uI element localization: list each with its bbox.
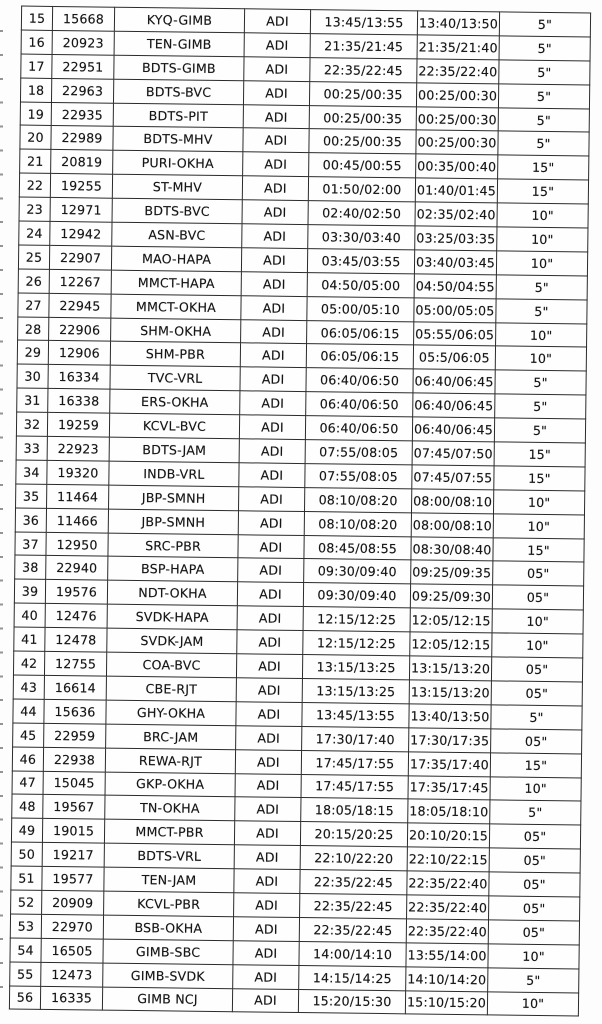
cell-halt-duration: 5" — [495, 370, 586, 395]
cell-time-existing: 12:15/12:25 — [303, 631, 410, 656]
cell-serial-number: 25 — [18, 245, 49, 269]
cell-train-number: 12473 — [41, 962, 103, 987]
cell-station-code: ADI — [240, 343, 306, 368]
cell-serial-number: 17 — [21, 54, 52, 78]
cell-train-number: 12478 — [45, 628, 107, 653]
cell-time-existing: 03:30/03:40 — [308, 225, 415, 250]
cell-train-number: 16505 — [41, 938, 103, 963]
cell-train-number: 22935 — [51, 102, 113, 127]
cell-time-revised: 13:40/13:50 — [409, 704, 491, 729]
cell-time-revised: 05:55/06:05 — [414, 321, 496, 346]
cell-time-revised: 00:25/00:30 — [416, 106, 498, 131]
cell-route: JBP-SMNH — [109, 485, 239, 510]
cell-halt-duration: 05" — [488, 920, 579, 945]
cell-station-code: ADI — [242, 224, 308, 249]
cell-train-number: 19576 — [45, 580, 107, 605]
cell-time-existing: 13:15/13:25 — [302, 655, 409, 680]
cell-train-number: 22923 — [47, 436, 109, 461]
scan-edge-row-line-stubs — [0, 30, 3, 1006]
cell-route: JBP-SMNH — [108, 509, 238, 534]
cell-train-number: 22970 — [41, 914, 103, 939]
cell-time-revised: 08:30/08:40 — [411, 536, 493, 561]
cell-route: TEN-GIMB — [114, 31, 244, 56]
cell-halt-duration: 15" — [498, 155, 589, 180]
cell-time-existing: 13:15/13:25 — [302, 678, 409, 703]
cell-train-number: 19255 — [50, 174, 112, 199]
cell-time-existing: 04:50/05:00 — [307, 272, 414, 297]
cell-time-existing: 06:40/06:50 — [306, 392, 413, 417]
cell-serial-number: 30 — [17, 364, 48, 388]
cell-time-revised: 06:40/06:45 — [413, 393, 495, 418]
cell-halt-duration: 05" — [493, 561, 584, 586]
cell-time-existing: 05:00/05:10 — [307, 296, 414, 321]
cell-route: BDTS-BVC — [113, 79, 243, 104]
cell-halt-duration: 10" — [492, 609, 583, 634]
cell-train-number: 22963 — [51, 78, 113, 103]
cell-route: MAO-HAPA — [111, 246, 241, 271]
cell-serial-number: 47 — [12, 771, 43, 795]
cell-station-code: ADI — [233, 964, 299, 989]
cell-serial-number: 56 — [9, 986, 40, 1010]
cell-halt-duration: 10" — [497, 227, 588, 252]
cell-route: BDTS-VRL — [104, 843, 234, 868]
cell-station-code: ADI — [240, 391, 306, 416]
cell-station-code: ADI — [239, 487, 305, 512]
cell-halt-duration: 05" — [489, 824, 580, 849]
cell-halt-duration: 15" — [494, 466, 585, 491]
cell-train-number: 19320 — [47, 460, 109, 485]
cell-station-code: ADI — [238, 534, 304, 559]
cell-time-existing: 00:25/00:35 — [309, 129, 416, 154]
cell-time-existing: 20:15/20:25 — [300, 822, 407, 847]
cell-station-code: ADI — [235, 797, 301, 822]
cell-serial-number: 34 — [16, 460, 47, 484]
cell-time-existing: 22:35/22:45 — [299, 917, 406, 942]
cell-halt-duration: 10" — [493, 490, 584, 515]
cell-halt-duration: 05" — [489, 848, 580, 873]
cell-time-revised: 22:35/22:40 — [407, 871, 489, 896]
cell-route: CBE-RJT — [106, 676, 236, 701]
cell-serial-number: 37 — [15, 532, 46, 556]
cell-station-code: ADI — [243, 104, 309, 129]
cell-route: SVDK-HAPA — [107, 604, 237, 629]
cell-serial-number: 19 — [20, 102, 51, 126]
cell-serial-number: 54 — [10, 938, 41, 962]
cell-time-revised: 05:00/05:05 — [414, 298, 496, 323]
cell-time-revised: 17:35/17:45 — [408, 775, 490, 800]
cell-serial-number: 44 — [13, 699, 44, 723]
cell-serial-number: 35 — [16, 484, 47, 508]
cell-train-number: 12971 — [50, 198, 112, 223]
cell-route: MMCT-HAPA — [111, 270, 241, 295]
cell-station-code: ADI — [233, 917, 299, 942]
cell-route: KCVL-PBR — [104, 891, 234, 916]
cell-serial-number: 32 — [16, 412, 47, 436]
cell-time-existing: 09:30/09:40 — [304, 559, 411, 584]
cell-time-revised: 09:25/09:35 — [411, 560, 493, 585]
cell-halt-duration: 15" — [497, 179, 588, 204]
cell-halt-duration: 5" — [499, 12, 590, 37]
cell-time-revised: 00:25/00:30 — [416, 83, 498, 108]
cell-train-number: 22945 — [49, 293, 111, 318]
cell-station-code: ADI — [244, 33, 310, 58]
cell-time-existing: 02:40/02:50 — [308, 201, 415, 226]
cell-station-code: ADI — [234, 893, 300, 918]
cell-time-revised: 14:10/14:20 — [406, 966, 488, 991]
cell-route: ASN-BVC — [112, 222, 242, 247]
cell-time-existing: 06:05/06:15 — [307, 320, 414, 345]
cell-time-revised: 07:45/07:55 — [412, 465, 494, 490]
cell-time-revised: 17:35/17:40 — [408, 751, 490, 776]
cell-time-revised: 06:40/06:45 — [412, 417, 494, 442]
cell-serial-number: 50 — [11, 842, 42, 866]
cell-route: KCVL-BVC — [109, 413, 239, 438]
cell-halt-duration: 5" — [490, 800, 581, 825]
cell-time-revised: 08:00/08:10 — [411, 513, 493, 538]
cell-route: BDTS-BVC — [112, 198, 242, 223]
cell-time-existing: 06:40/06:50 — [306, 368, 413, 393]
cell-serial-number: 33 — [16, 436, 47, 460]
cell-station-code: ADI — [239, 439, 305, 464]
cell-halt-duration: 5" — [496, 275, 587, 300]
cell-halt-duration: 05" — [491, 681, 582, 706]
cell-halt-duration: 15" — [494, 442, 585, 467]
cell-station-code: ADI — [236, 678, 302, 703]
cell-train-number: 19577 — [42, 866, 104, 891]
cell-station-code: ADI — [240, 367, 306, 392]
cell-train-number: 19567 — [43, 795, 105, 820]
cell-route: SHM-PBR — [110, 342, 240, 367]
cell-halt-duration: 5" — [498, 131, 589, 156]
cell-station-code: ADI — [234, 821, 300, 846]
cell-time-existing: 17:45/17:55 — [301, 750, 408, 775]
cell-station-code: ADI — [237, 582, 303, 607]
cell-train-number: 19259 — [47, 413, 109, 438]
cell-time-revised: 01:40/01:45 — [415, 178, 497, 203]
cell-station-code: ADI — [239, 463, 305, 488]
cell-station-code: ADI — [241, 319, 307, 344]
cell-serial-number: 48 — [12, 794, 43, 818]
cell-train-number: 20923 — [52, 30, 114, 55]
cell-train-number: 22907 — [49, 245, 111, 270]
cell-halt-duration: 10" — [497, 203, 588, 228]
cell-serial-number: 38 — [15, 556, 46, 580]
cell-station-code: ADI — [235, 749, 301, 774]
cell-train-number: 12906 — [48, 341, 110, 366]
cell-time-revised: 00:35/00:40 — [416, 154, 498, 179]
cell-train-number: 22940 — [46, 556, 108, 581]
cell-halt-duration: 10" — [492, 633, 583, 658]
cell-time-revised: 21:35/21:40 — [417, 35, 499, 60]
cell-time-revised: 09:25/09:30 — [410, 584, 492, 609]
cell-route: SRC-PBR — [108, 533, 238, 558]
cell-train-number: 19015 — [42, 819, 104, 844]
cell-train-number: 22938 — [43, 747, 105, 772]
cell-time-existing: 08:10/08:20 — [304, 511, 411, 536]
cell-time-existing: 15:20/15:30 — [298, 989, 405, 1014]
cell-time-existing: 07:55/08:05 — [305, 440, 412, 465]
cell-time-existing: 06:05/06:15 — [306, 344, 413, 369]
cell-serial-number: 51 — [11, 866, 42, 890]
cell-route: BRC-JAM — [106, 724, 236, 749]
cell-halt-duration: 5" — [499, 60, 590, 85]
cell-halt-duration: 10" — [495, 346, 586, 371]
cell-halt-duration: 5" — [498, 107, 589, 132]
cell-serial-number: 24 — [19, 221, 50, 245]
cell-halt-duration: 10" — [493, 514, 584, 539]
cell-serial-number: 46 — [12, 747, 43, 771]
cell-serial-number: 40 — [14, 603, 45, 627]
cell-route: BDTS-MHV — [113, 127, 243, 152]
cell-halt-duration: 10" — [496, 251, 587, 276]
cell-time-revised: 02:35/02:40 — [415, 202, 497, 227]
cell-time-revised: 00:25/00:30 — [416, 130, 498, 155]
cell-train-number: 11464 — [47, 484, 109, 509]
cell-station-code: ADI — [243, 128, 309, 153]
cell-route: GHY-OKHA — [106, 700, 236, 725]
cell-time-existing: 00:25/00:35 — [309, 81, 416, 106]
cell-time-revised: 17:30/17:35 — [409, 728, 491, 753]
cell-route: BDTS-PIT — [113, 103, 243, 128]
cell-serial-number: 27 — [18, 293, 49, 317]
cell-time-existing: 07:55/08:05 — [305, 463, 412, 488]
cell-serial-number: 31 — [17, 388, 48, 412]
cell-train-number: 16335 — [40, 986, 102, 1011]
cell-station-code: ADI — [236, 725, 302, 750]
cell-time-existing: 03:45/03:55 — [307, 248, 414, 273]
cell-station-code: ADI — [237, 606, 303, 631]
cell-route: GKP-OKHA — [105, 772, 235, 797]
cell-time-existing: 08:10/08:20 — [304, 487, 411, 512]
cell-train-number: 22951 — [52, 54, 114, 79]
cell-time-revised: 12:05/12:15 — [410, 608, 492, 633]
cell-route: SHM-OKHA — [111, 318, 241, 343]
cell-route: NDT-OKHA — [107, 581, 237, 606]
cell-halt-duration: 5" — [496, 299, 587, 324]
cell-route: TN-OKHA — [105, 796, 235, 821]
cell-halt-duration: 05" — [491, 657, 582, 682]
cell-serial-number: 23 — [19, 197, 50, 221]
cell-time-revised: 04:50/04:55 — [414, 274, 496, 299]
cell-time-revised: 15:10/15:20 — [405, 990, 487, 1015]
cell-train-number: 11466 — [46, 508, 108, 533]
cell-time-existing: 22:10/22:20 — [300, 846, 407, 871]
cell-time-revised: 06:40/06:45 — [413, 369, 495, 394]
cell-station-code: ADI — [239, 415, 305, 440]
cell-train-number: 12942 — [50, 221, 112, 246]
cell-station-code: ADI — [244, 57, 310, 82]
cell-station-code: ADI — [234, 869, 300, 894]
cell-station-code: ADI — [243, 152, 309, 177]
cell-train-number: 12755 — [44, 651, 106, 676]
cell-station-code: ADI — [237, 630, 303, 655]
cell-station-code: ADI — [236, 702, 302, 727]
cell-route: ERS-OKHA — [110, 389, 240, 414]
cell-halt-duration: 5" — [494, 418, 585, 443]
cell-serial-number: 20 — [20, 126, 51, 150]
cell-time-existing: 13:45/13:55 — [302, 702, 409, 727]
cell-route: GIMB-SBC — [103, 939, 233, 964]
cell-halt-duration: 5" — [491, 705, 582, 730]
cell-time-existing: 17:30/17:40 — [302, 726, 409, 751]
cell-route: SVDK-JAM — [107, 628, 237, 653]
cell-serial-number: 16 — [21, 30, 52, 54]
cell-time-revised: 22:35/22:40 — [417, 59, 499, 84]
cell-route: ST-MHV — [112, 174, 242, 199]
cell-station-code: ADI — [244, 9, 310, 34]
cell-station-code: ADI — [242, 176, 308, 201]
cell-train-number: 16338 — [48, 389, 110, 414]
cell-route: GIMB NCJ — [102, 987, 232, 1012]
cell-route: BSB-OKHA — [103, 915, 233, 940]
cell-route: KYQ-GIMB — [114, 7, 244, 32]
cell-halt-duration: 5" — [499, 36, 590, 61]
cell-train-number: 19217 — [42, 843, 104, 868]
cell-time-revised: 08:00/08:10 — [411, 489, 493, 514]
cell-route: PURI-OKHA — [113, 151, 243, 176]
cell-serial-number: 49 — [11, 818, 42, 842]
cell-time-revised: 13:55/14:00 — [406, 943, 488, 968]
cell-time-existing: 17:45/17:55 — [301, 774, 408, 799]
cell-time-revised: 13:15/13:20 — [409, 680, 491, 705]
cell-halt-duration: 05" — [489, 872, 580, 897]
cell-route: MMCT-OKHA — [111, 294, 241, 319]
cell-station-code: ADI — [233, 940, 299, 965]
cell-serial-number: 26 — [18, 269, 49, 293]
cell-time-revised: 20:10/20:15 — [407, 823, 489, 848]
cell-serial-number: 28 — [18, 317, 49, 341]
cell-halt-duration: 5" — [495, 394, 586, 419]
cell-train-number: 20819 — [51, 150, 113, 175]
cell-serial-number: 42 — [13, 651, 44, 675]
cell-station-code: ADI — [243, 80, 309, 105]
cell-time-existing: 21:35/21:45 — [310, 33, 417, 58]
cell-station-code: ADI — [242, 200, 308, 225]
cell-serial-number: 21 — [20, 149, 51, 173]
cell-time-existing: 22:35/22:45 — [310, 57, 417, 82]
cell-serial-number: 53 — [10, 914, 41, 938]
cell-time-existing: 14:15/14:25 — [299, 965, 406, 990]
cell-station-code: ADI — [235, 773, 301, 798]
cell-time-revised: 13:40/13:50 — [417, 11, 499, 36]
cell-train-number: 16614 — [44, 675, 106, 700]
cell-serial-number: 36 — [15, 508, 46, 532]
cell-route: BDTS-JAM — [109, 437, 239, 462]
cell-time-revised: 03:40/03:45 — [414, 250, 496, 275]
cell-train-number: 12476 — [45, 604, 107, 629]
cell-halt-duration: 10" — [488, 944, 579, 969]
cell-halt-duration: 5" — [498, 84, 589, 109]
cell-train-number: 16334 — [48, 365, 110, 390]
cell-route: TEN-JAM — [104, 867, 234, 892]
cell-station-code: ADI — [241, 295, 307, 320]
cell-halt-duration: 10" — [490, 776, 581, 801]
cell-time-revised: 22:10/22:15 — [407, 847, 489, 872]
cell-time-existing: 22:35/22:45 — [300, 893, 407, 918]
cell-serial-number: 55 — [10, 962, 41, 986]
cell-time-revised: 07:45/07:50 — [412, 441, 494, 466]
cell-station-code: ADI — [238, 558, 304, 583]
cell-halt-duration: 15" — [493, 537, 584, 562]
cell-route: INDB-VRL — [109, 461, 239, 486]
cell-train-number: 12950 — [46, 532, 108, 557]
cell-serial-number: 22 — [19, 173, 50, 197]
cell-halt-duration: 05" — [489, 896, 580, 921]
cell-halt-duration: 15" — [490, 752, 581, 777]
cell-route: BSP-HAPA — [108, 557, 238, 582]
cell-route: COA-BVC — [106, 652, 236, 677]
cell-halt-duration: 05" — [491, 729, 582, 754]
cell-time-existing: 08:45/08:55 — [304, 535, 411, 560]
cell-time-revised: 12:05/12:15 — [410, 632, 492, 657]
cell-station-code: ADI — [238, 510, 304, 535]
cell-time-existing: 00:25/00:35 — [309, 105, 416, 130]
cell-train-number: 12267 — [49, 269, 111, 294]
cell-route: TVC-VRL — [110, 366, 240, 391]
cell-station-code: ADI — [241, 248, 307, 273]
cell-time-revised: 18:05/18:10 — [408, 799, 490, 824]
cell-time-revised: 05:5/06:05 — [413, 345, 495, 370]
cell-serial-number: 29 — [17, 341, 48, 365]
cell-time-existing: 18:05/18:15 — [301, 798, 408, 823]
cell-serial-number: 45 — [13, 723, 44, 747]
cell-time-existing: 13:45/13:55 — [310, 10, 417, 35]
cell-train-number: 22959 — [44, 723, 106, 748]
cell-route: REWA-RJT — [105, 748, 235, 773]
cell-station-code: ADI — [241, 272, 307, 297]
cell-halt-duration: 10" — [487, 991, 578, 1016]
cell-time-revised: 22:35/22:40 — [406, 919, 488, 944]
cell-time-existing: 14:00/14:10 — [299, 941, 406, 966]
cell-serial-number: 39 — [14, 579, 45, 603]
train-schedule-rows — [9, 6, 590, 1016]
cell-route: GIMB-SVDK — [103, 963, 233, 988]
cell-time-existing: 09:30/09:40 — [303, 583, 410, 608]
cell-train-number: 15636 — [44, 699, 106, 724]
train-schedule-table — [9, 6, 591, 1017]
cell-serial-number: 18 — [20, 78, 51, 102]
cell-time-existing: 00:45/00:55 — [309, 153, 416, 178]
scanned-timetable-sheet — [9, 6, 591, 1017]
cell-train-number: 15045 — [43, 771, 105, 796]
cell-time-existing: 06:40/06:50 — [305, 416, 412, 441]
cell-station-code: ADI — [234, 845, 300, 870]
cell-train-number: 22989 — [51, 126, 113, 151]
cell-time-revised: 22:35/22:40 — [407, 895, 489, 920]
cell-station-code: ADI — [232, 988, 298, 1013]
cell-serial-number: 15 — [21, 6, 52, 30]
cell-serial-number: 43 — [13, 675, 44, 699]
cell-halt-duration: 5" — [488, 967, 579, 992]
cell-route: MMCT-PBR — [104, 819, 234, 844]
cell-serial-number: 41 — [14, 627, 45, 651]
cell-station-code: ADI — [236, 654, 302, 679]
cell-time-existing: 22:35/22:45 — [300, 870, 407, 895]
cell-train-number: 20909 — [42, 890, 104, 915]
cell-time-existing: 12:15/12:25 — [303, 607, 410, 632]
cell-halt-duration: 10" — [496, 322, 587, 347]
cell-halt-duration: 05" — [492, 585, 583, 610]
cell-time-existing: 01:50/02:00 — [308, 177, 415, 202]
cell-train-number: 15668 — [52, 6, 114, 31]
cell-train-number: 22906 — [49, 317, 111, 342]
cell-time-revised: 03:25/03:35 — [415, 226, 497, 251]
cell-time-revised: 13:15/13:20 — [409, 656, 491, 681]
cell-route: BDTS-GIMB — [114, 55, 244, 80]
cell-serial-number: 52 — [11, 890, 42, 914]
